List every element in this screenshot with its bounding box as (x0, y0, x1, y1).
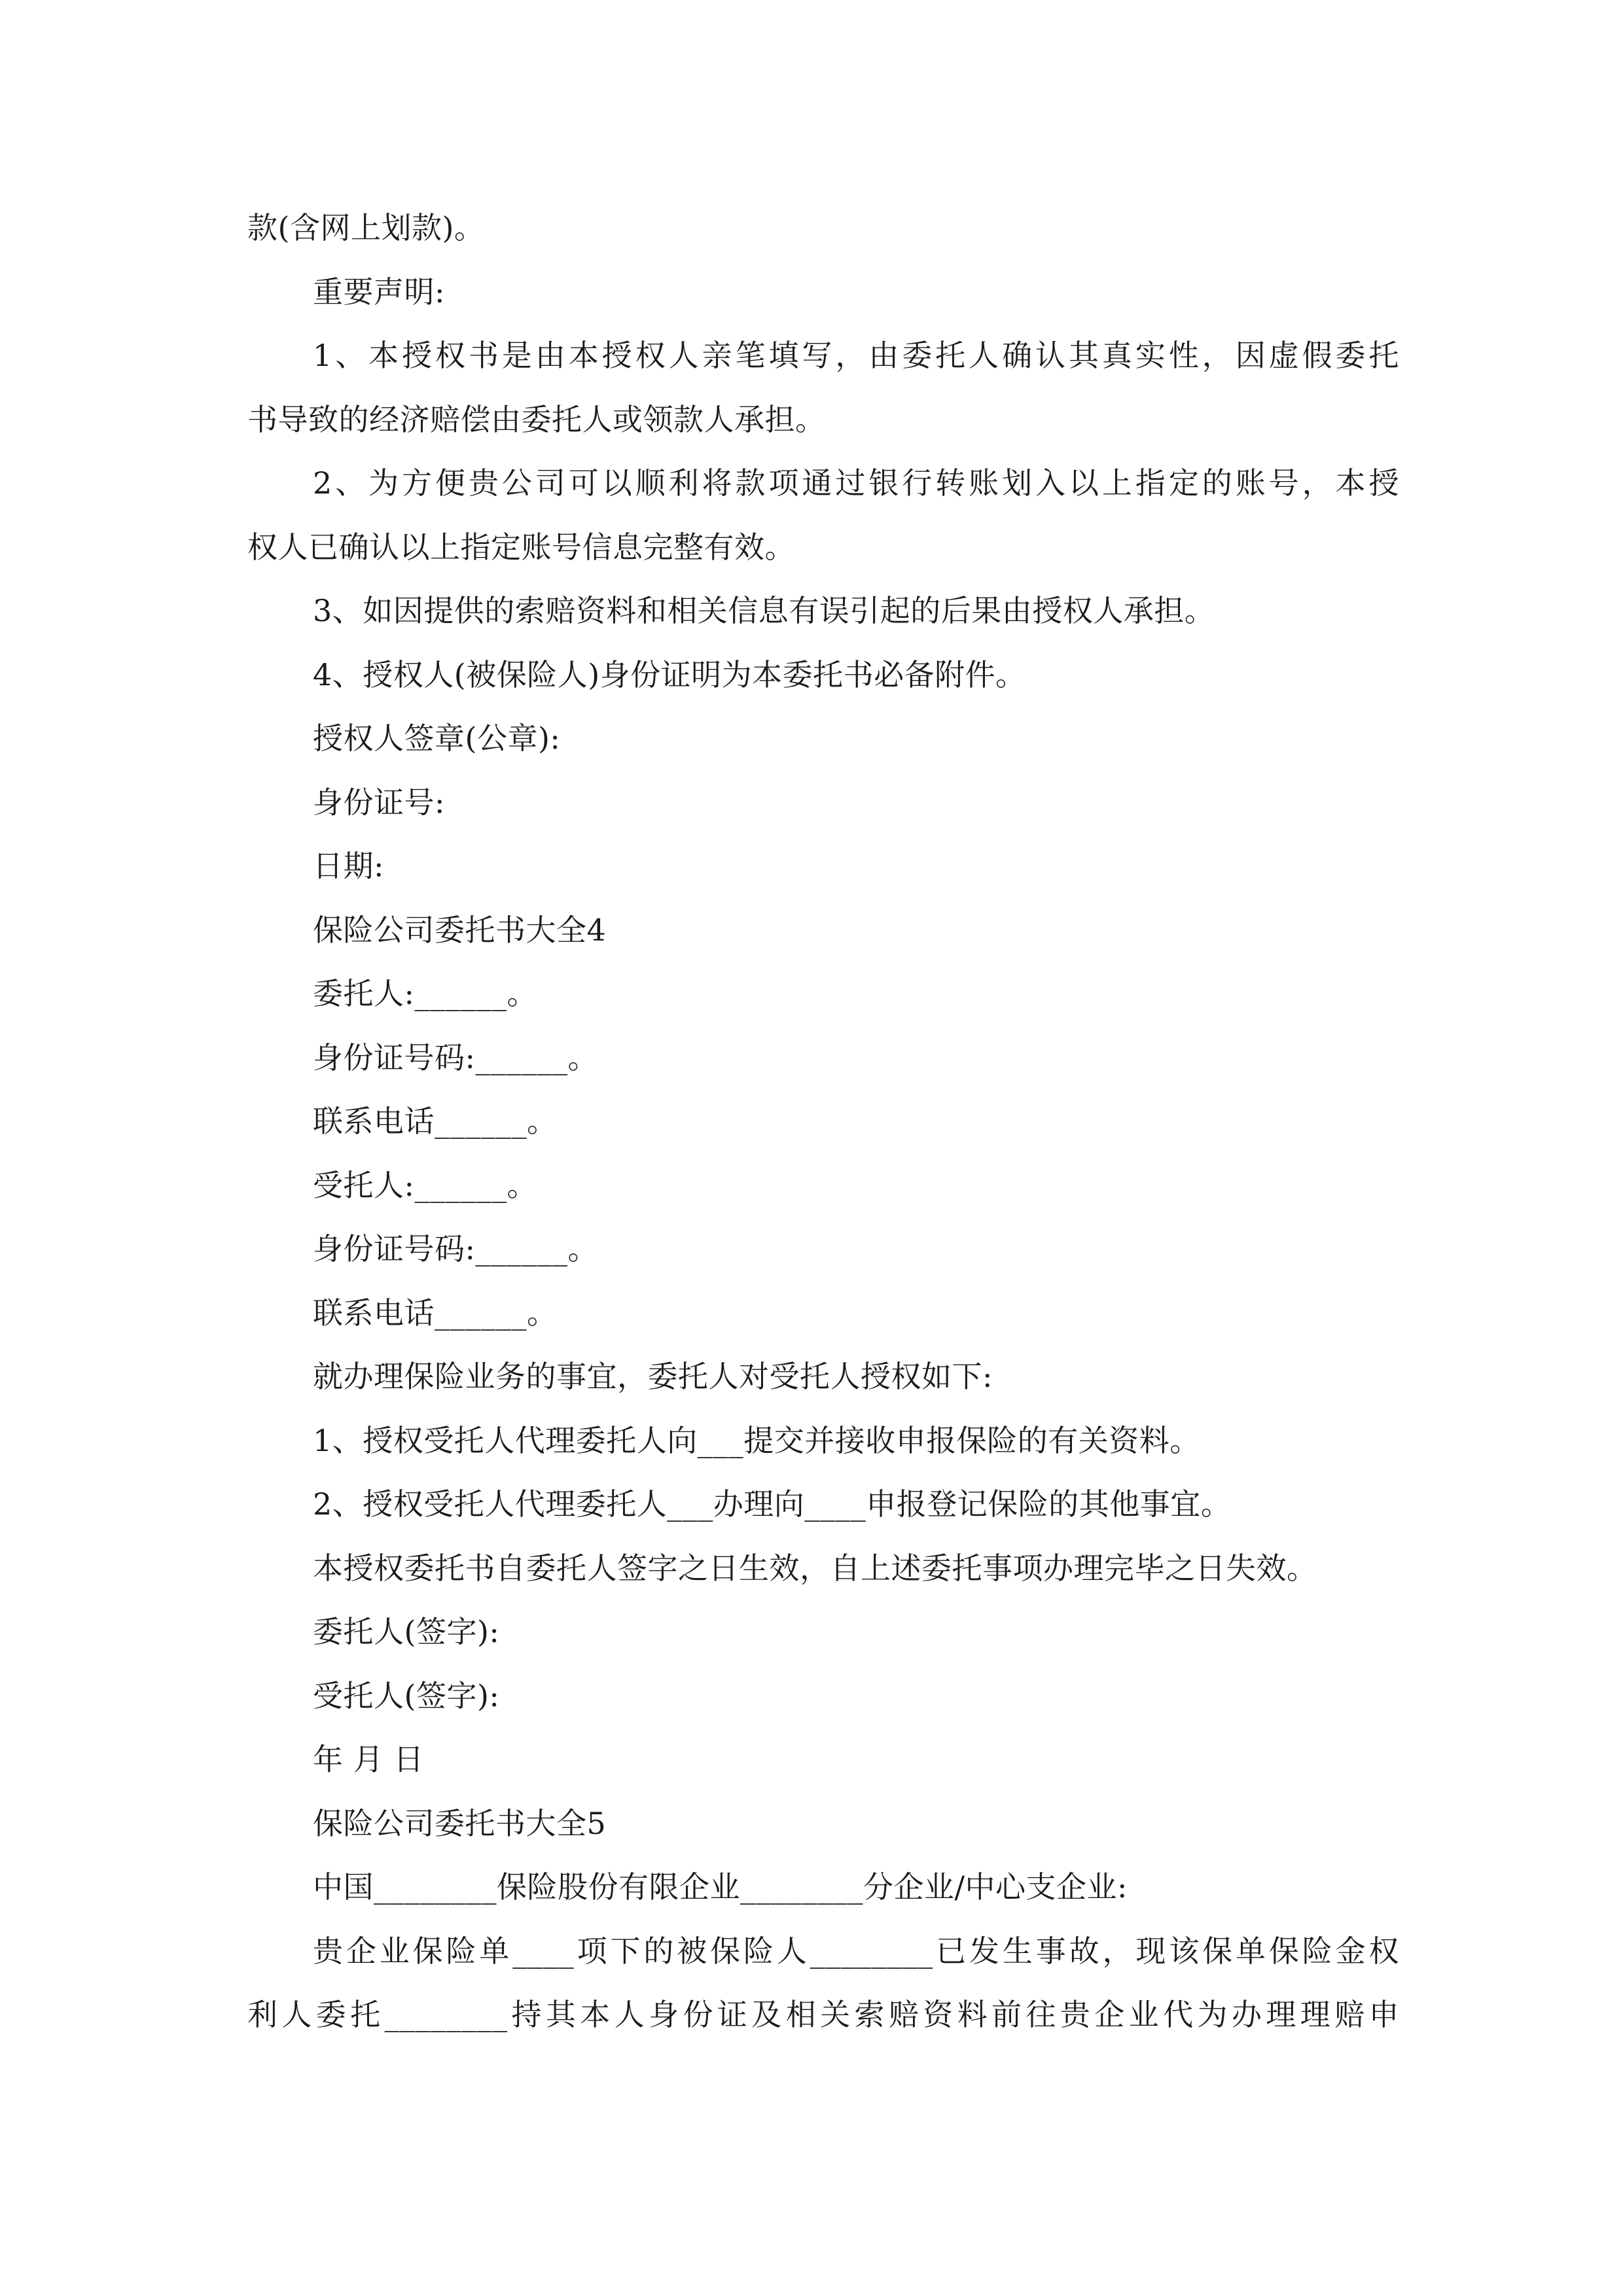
text-line: 保险公司委托书大全4 (313, 912, 607, 948)
document-body (247, 196, 1399, 2047)
text-line: 书导致的经济赔偿由委托人或领款人承担。 (247, 401, 826, 437)
text-line: 重要声明: (313, 274, 445, 310)
text-line: 权人已确认以上指定账号信息完整有效。 (247, 529, 795, 565)
text-line: 身份证号码:______。 (313, 1231, 598, 1266)
text-line: 身份证号码:______。 (313, 1039, 598, 1075)
text-line: 2、授权受托人代理委托人___办理向____申报登记保险的其他事宜。 (313, 1486, 1232, 1522)
text-line: 受托人(签字): (313, 1677, 500, 1713)
text-line: 日期: (313, 848, 384, 884)
text-line: 3、如因提供的索赔资料和相关信息有误引起的后果由授权人承担。 (313, 593, 1215, 628)
text-line: 2、为方便贵公司可以顺利将款项通过银行转账划入以上指定的账号，本授 (313, 465, 1399, 501)
text-line: 就办理保险业务的事宜，委托人对受托人授权如下: (313, 1359, 993, 1394)
text-line: 联系电话______。 (313, 1103, 558, 1139)
text-line: 1、本授权书是由本授权人亲笔填写，由委托人确认其真实性，因虚假委托 (313, 338, 1399, 373)
text-line: 款(含网上划款)。 (247, 210, 485, 245)
text-line: 联系电话______。 (313, 1295, 558, 1331)
text-line: 委托人(签字): (313, 1614, 500, 1649)
text-line: 利人委托________持其本人身份证及相关索赔资料前往贵企业代为办理理赔申 (247, 1997, 1399, 2032)
text-line: 4、授权人(被保险人)身份证明为本委托书必备附件。 (313, 656, 1026, 692)
text-line: 中国________保险股份有限企业________分企业/中心支企业: (313, 1869, 1128, 1905)
text-line: 1、授权受托人代理委托人向___提交并接收申报保险的有关资料。 (313, 1422, 1200, 1458)
text-line: 委托人:______。 (313, 976, 537, 1011)
text-line: 年 月 日 (313, 1742, 424, 1777)
text-line: 贵企业保险单____项下的被保险人________已发生事故，现该保单保险金权 (313, 1933, 1399, 1969)
text-line: 授权人签章(公章): (313, 721, 561, 756)
text-line: 受托人:______。 (313, 1167, 537, 1203)
text-line: 身份证号: (313, 784, 445, 820)
text-line: 本授权委托书自委托人签字之日生效，自上述委托事项办理完毕之日失效。 (313, 1550, 1317, 1586)
text-line: 保险公司委托书大全5 (313, 1805, 607, 1841)
